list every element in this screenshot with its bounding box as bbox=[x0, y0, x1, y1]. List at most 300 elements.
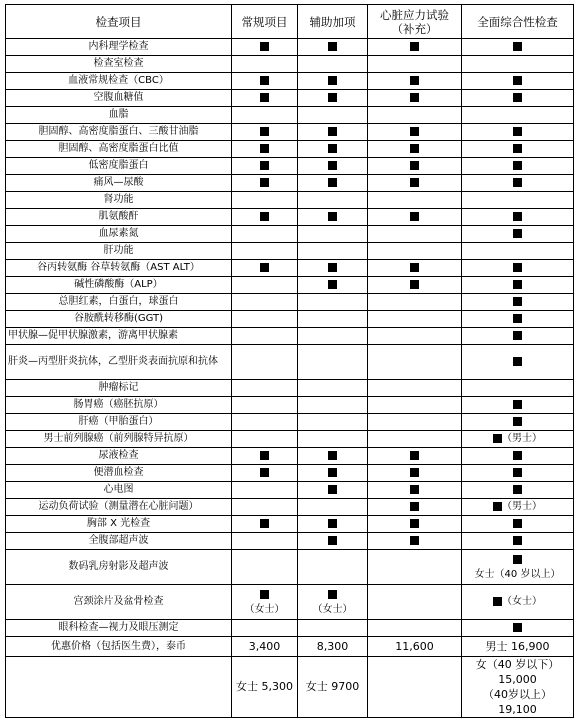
item-name: 内科理学检查 bbox=[6, 39, 232, 56]
mark-cell-stress bbox=[368, 414, 462, 431]
mark-cell-regular bbox=[232, 516, 298, 533]
mark-note: （男士） bbox=[502, 433, 542, 444]
table-row bbox=[6, 311, 574, 328]
item-name: 肝炎—丙型肝炎抗体，乙型肝炎表面抗原和抗体 bbox=[6, 345, 232, 380]
check-mark-icon bbox=[513, 417, 522, 426]
mark-cell-extra bbox=[298, 175, 368, 192]
check-mark-icon bbox=[410, 212, 419, 221]
price-full-women-line3: （40岁以上）19,100 bbox=[483, 688, 552, 716]
check-mark-icon bbox=[513, 144, 522, 153]
mark-cell-full bbox=[462, 585, 574, 620]
mark-cell-extra bbox=[298, 397, 368, 414]
mark-cell-extra bbox=[298, 431, 368, 448]
mark-note: （女士） bbox=[312, 604, 353, 615]
mark-line bbox=[464, 356, 571, 368]
mark-line bbox=[234, 41, 295, 53]
item-name: 甲状腺—促甲状腺激素，游离甲状腺素 bbox=[6, 328, 232, 345]
mark-line bbox=[234, 177, 295, 189]
mark-cell-regular bbox=[232, 482, 298, 499]
table-row bbox=[6, 243, 574, 260]
table-row bbox=[6, 209, 574, 226]
check-mark-icon bbox=[328, 93, 337, 102]
check-mark-icon bbox=[513, 161, 522, 170]
mark-cell-full bbox=[462, 192, 574, 209]
mark-line bbox=[464, 143, 571, 155]
mark-cell-extra bbox=[298, 56, 368, 73]
mark-line bbox=[464, 433, 571, 445]
item-name: 肾功能 bbox=[6, 192, 232, 209]
check-mark-icon bbox=[513, 519, 522, 528]
table-row bbox=[6, 328, 574, 345]
header-full: 全面综合性检查 bbox=[462, 5, 574, 39]
item-name: 碱性磷酸酶（ALP） bbox=[6, 277, 232, 294]
mark-cell-extra bbox=[298, 260, 368, 277]
mark-line bbox=[464, 416, 571, 428]
check-mark-icon bbox=[410, 127, 419, 136]
mark-line bbox=[370, 518, 459, 530]
check-mark-icon bbox=[493, 434, 502, 443]
item-name: 肿瘤标记 bbox=[6, 380, 232, 397]
check-mark-icon bbox=[513, 555, 522, 564]
price-full-women-line1: 女（40 岁以下） bbox=[475, 658, 560, 671]
mark-line bbox=[464, 484, 571, 496]
item-name: 检查室检查 bbox=[6, 56, 232, 73]
check-mark-icon bbox=[410, 93, 419, 102]
mark-cell-extra bbox=[298, 158, 368, 175]
check-mark-icon bbox=[260, 590, 269, 599]
mark-cell-extra bbox=[298, 107, 368, 124]
header-extra: 辅助加项 bbox=[298, 5, 368, 39]
mark-cell-stress bbox=[368, 533, 462, 550]
mark-line bbox=[234, 518, 295, 530]
table-row bbox=[6, 90, 574, 107]
mark-cell-regular bbox=[232, 448, 298, 465]
table-row bbox=[6, 107, 574, 124]
item-name: 血液常规检查（CBC） bbox=[6, 73, 232, 90]
mark-line bbox=[300, 92, 365, 104]
check-mark-icon bbox=[260, 519, 269, 528]
check-mark-icon bbox=[260, 93, 269, 102]
mark-line bbox=[370, 535, 459, 547]
check-mark-icon bbox=[513, 536, 522, 545]
header-item: 检查项目 bbox=[6, 5, 232, 39]
mark-cell-stress bbox=[368, 158, 462, 175]
check-mark-icon bbox=[513, 212, 522, 221]
mark-cell-full bbox=[462, 209, 574, 226]
table-row bbox=[6, 465, 574, 482]
check-mark-icon bbox=[513, 468, 522, 477]
item-name: 全腹部超声波 bbox=[6, 533, 232, 550]
mark-cell-stress bbox=[368, 141, 462, 158]
mark-cell-stress bbox=[368, 73, 462, 90]
price-regular-women: 女士 5,300 bbox=[232, 657, 298, 718]
mark-cell-stress bbox=[368, 192, 462, 209]
mark-cell-regular bbox=[232, 209, 298, 226]
mark-line bbox=[300, 535, 365, 547]
check-mark-icon bbox=[513, 280, 522, 289]
mark-line bbox=[464, 279, 571, 291]
mark-cell-regular bbox=[232, 328, 298, 345]
mark-line bbox=[464, 313, 571, 325]
mark-cell-regular bbox=[232, 39, 298, 56]
mark-cell-stress bbox=[368, 448, 462, 465]
table-row bbox=[6, 431, 574, 448]
mark-line bbox=[234, 262, 295, 274]
mark-cell-stress bbox=[368, 431, 462, 448]
mark-line bbox=[300, 279, 365, 291]
price-extra-women: 女士 9700 bbox=[298, 657, 368, 718]
item-name: 肌氨酸酐 bbox=[6, 209, 232, 226]
mark-line bbox=[464, 160, 571, 172]
mark-line bbox=[234, 160, 295, 172]
mark-cell-extra bbox=[298, 516, 368, 533]
table-row bbox=[6, 345, 574, 380]
mark-line bbox=[300, 602, 365, 617]
mark-cell-full bbox=[462, 260, 574, 277]
mark-line bbox=[300, 484, 365, 496]
mark-cell-full bbox=[462, 465, 574, 482]
item-name: 眼科检查—视力及眼压测定 bbox=[6, 620, 232, 637]
check-mark-icon bbox=[513, 76, 522, 85]
check-mark-icon bbox=[260, 212, 269, 221]
mark-cell-full bbox=[462, 380, 574, 397]
mark-cell-regular bbox=[232, 414, 298, 431]
mark-cell-extra bbox=[298, 311, 368, 328]
mark-cell-full bbox=[462, 107, 574, 124]
item-name: 痛风—尿酸 bbox=[6, 175, 232, 192]
table-row bbox=[6, 124, 574, 141]
table-row bbox=[6, 56, 574, 73]
mark-cell-stress bbox=[368, 397, 462, 414]
check-mark-icon bbox=[513, 127, 522, 136]
mark-cell-full bbox=[462, 397, 574, 414]
mark-cell-regular bbox=[232, 533, 298, 550]
mark-cell-extra bbox=[298, 90, 368, 107]
mark-line bbox=[464, 211, 571, 223]
check-mark-icon bbox=[328, 536, 337, 545]
item-name: 肝功能 bbox=[6, 243, 232, 260]
mark-cell-regular bbox=[232, 192, 298, 209]
check-mark-icon bbox=[513, 623, 522, 632]
mark-cell-stress bbox=[368, 90, 462, 107]
mark-cell-regular bbox=[232, 158, 298, 175]
mark-line bbox=[464, 41, 571, 53]
item-name: 胸部 X 光检查 bbox=[6, 516, 232, 533]
mark-line bbox=[464, 535, 571, 547]
mark-cell-stress bbox=[368, 243, 462, 260]
check-mark-icon bbox=[410, 263, 419, 272]
mark-cell-full bbox=[462, 431, 574, 448]
checkup-table bbox=[5, 4, 574, 718]
mark-cell-full bbox=[462, 550, 574, 585]
mark-cell-full bbox=[462, 124, 574, 141]
check-mark-icon bbox=[260, 144, 269, 153]
mark-note: （男士） bbox=[502, 501, 542, 512]
mark-cell-stress bbox=[368, 260, 462, 277]
check-mark-icon bbox=[410, 280, 419, 289]
check-mark-icon bbox=[328, 451, 337, 460]
table-row bbox=[6, 397, 574, 414]
price-women-empty bbox=[6, 657, 232, 718]
mark-line bbox=[464, 92, 571, 104]
mark-cell-full bbox=[462, 499, 574, 516]
check-mark-icon bbox=[410, 42, 419, 51]
table-row bbox=[6, 192, 574, 209]
mark-cell-regular bbox=[232, 90, 298, 107]
mark-cell-regular bbox=[232, 260, 298, 277]
mark-cell-full bbox=[462, 277, 574, 294]
mark-cell-stress bbox=[368, 585, 462, 620]
item-name: 空腹血糖值 bbox=[6, 90, 232, 107]
table-row bbox=[6, 294, 574, 311]
mark-line bbox=[464, 552, 571, 567]
mark-note: （女士） bbox=[502, 596, 542, 607]
mark-line bbox=[300, 211, 365, 223]
check-mark-icon bbox=[513, 400, 522, 409]
mark-line bbox=[234, 450, 295, 462]
mark-cell-full bbox=[462, 141, 574, 158]
check-mark-icon bbox=[513, 178, 522, 187]
item-name: 肝癌（甲胎蛋白） bbox=[6, 414, 232, 431]
price-regular: 3,400 bbox=[232, 637, 298, 657]
mark-line bbox=[300, 467, 365, 479]
mark-cell-regular bbox=[232, 56, 298, 73]
mark-cell-extra bbox=[298, 243, 368, 260]
mark-cell-extra bbox=[298, 550, 368, 585]
mark-line bbox=[464, 567, 571, 582]
check-mark-icon bbox=[513, 93, 522, 102]
check-mark-icon bbox=[513, 229, 522, 238]
check-mark-icon bbox=[328, 178, 337, 187]
mark-cell-regular bbox=[232, 124, 298, 141]
mark-note: 女士（40 岁以上） bbox=[474, 569, 561, 580]
mark-cell-regular bbox=[232, 294, 298, 311]
item-name: 肠胃癌（癌胚抗原） bbox=[6, 397, 232, 414]
mark-cell-full bbox=[462, 73, 574, 90]
check-mark-icon bbox=[410, 485, 419, 494]
item-name: 胆固醇、高密度脂蛋白比值 bbox=[6, 141, 232, 158]
item-name: 血脂 bbox=[6, 107, 232, 124]
item-name: 血尿素氮 bbox=[6, 226, 232, 243]
table-row bbox=[6, 448, 574, 465]
check-mark-icon bbox=[410, 76, 419, 85]
mark-cell-regular bbox=[232, 243, 298, 260]
mark-line bbox=[370, 501, 459, 513]
mark-cell-extra bbox=[298, 414, 368, 431]
mark-line bbox=[234, 587, 295, 602]
check-mark-icon bbox=[513, 297, 522, 306]
check-mark-icon bbox=[260, 127, 269, 136]
mark-cell-extra bbox=[298, 192, 368, 209]
mark-line bbox=[464, 296, 571, 308]
mark-cell-full bbox=[462, 311, 574, 328]
header-row bbox=[6, 5, 574, 39]
mark-cell-extra bbox=[298, 499, 368, 516]
mark-cell-extra bbox=[298, 585, 368, 620]
mark-cell-stress bbox=[368, 465, 462, 482]
mark-line bbox=[370, 126, 459, 138]
table-row bbox=[6, 414, 574, 431]
mark-line bbox=[370, 75, 459, 87]
mark-cell-regular bbox=[232, 175, 298, 192]
mark-cell-extra bbox=[298, 73, 368, 90]
mark-cell-full bbox=[462, 328, 574, 345]
check-mark-icon bbox=[260, 76, 269, 85]
mark-cell-full bbox=[462, 243, 574, 260]
price-row-women bbox=[6, 657, 574, 718]
mark-cell-stress bbox=[368, 226, 462, 243]
mark-cell-extra bbox=[298, 39, 368, 56]
check-mark-icon bbox=[328, 127, 337, 136]
mark-cell-regular bbox=[232, 550, 298, 585]
mark-cell-regular bbox=[232, 397, 298, 414]
mark-cell-regular bbox=[232, 73, 298, 90]
check-mark-icon bbox=[513, 331, 522, 340]
mark-cell-stress bbox=[368, 380, 462, 397]
mark-cell-regular bbox=[232, 311, 298, 328]
check-mark-icon bbox=[513, 485, 522, 494]
check-mark-icon bbox=[410, 451, 419, 460]
mark-cell-full bbox=[462, 345, 574, 380]
mark-line bbox=[464, 177, 571, 189]
header-stress: 心脏应力试验 （补充） bbox=[368, 5, 462, 39]
price-full-men: 男士 16,900 bbox=[462, 637, 574, 657]
mark-line bbox=[370, 41, 459, 53]
mark-cell-full bbox=[462, 90, 574, 107]
mark-line bbox=[464, 126, 571, 138]
mark-line bbox=[464, 75, 571, 87]
check-mark-icon bbox=[493, 502, 502, 511]
check-mark-icon bbox=[260, 468, 269, 477]
table-row bbox=[6, 550, 574, 585]
mark-cell-regular bbox=[232, 226, 298, 243]
mark-cell-regular bbox=[232, 345, 298, 380]
mark-line bbox=[370, 279, 459, 291]
mark-line bbox=[234, 467, 295, 479]
mark-cell-extra bbox=[298, 226, 368, 243]
mark-cell-stress bbox=[368, 550, 462, 585]
mark-cell-full bbox=[462, 620, 574, 637]
check-mark-icon bbox=[328, 42, 337, 51]
table-row bbox=[6, 620, 574, 637]
table-row bbox=[6, 533, 574, 550]
mark-cell-full bbox=[462, 226, 574, 243]
mark-cell-extra bbox=[298, 328, 368, 345]
mark-line bbox=[464, 228, 571, 240]
mark-cell-extra bbox=[298, 141, 368, 158]
mark-cell-full bbox=[462, 175, 574, 192]
mark-cell-stress bbox=[368, 39, 462, 56]
check-mark-icon bbox=[328, 468, 337, 477]
check-mark-icon bbox=[260, 451, 269, 460]
mark-cell-stress bbox=[368, 499, 462, 516]
item-name: 谷胺酰转移酶(GGT) bbox=[6, 311, 232, 328]
mark-cell-extra bbox=[298, 209, 368, 226]
item-name: 尿液检查 bbox=[6, 448, 232, 465]
mark-line bbox=[464, 330, 571, 342]
item-name: 数码乳房射影及超声波 bbox=[6, 550, 232, 585]
mark-line bbox=[464, 467, 571, 479]
mark-cell-stress bbox=[368, 107, 462, 124]
check-mark-icon bbox=[410, 468, 419, 477]
mark-line bbox=[464, 622, 571, 634]
check-mark-icon bbox=[260, 178, 269, 187]
mark-cell-extra bbox=[298, 277, 368, 294]
table-row bbox=[6, 141, 574, 158]
mark-cell-stress bbox=[368, 516, 462, 533]
mark-cell-stress bbox=[368, 328, 462, 345]
mark-line bbox=[370, 143, 459, 155]
mark-line bbox=[464, 518, 571, 530]
mark-cell-full bbox=[462, 39, 574, 56]
mark-note: （女士） bbox=[244, 604, 285, 615]
mark-line bbox=[370, 262, 459, 274]
table-row bbox=[6, 175, 574, 192]
mark-line bbox=[370, 450, 459, 462]
mark-cell-regular bbox=[232, 499, 298, 516]
check-mark-icon bbox=[410, 519, 419, 528]
check-mark-icon bbox=[260, 42, 269, 51]
check-mark-icon bbox=[513, 263, 522, 272]
table-row bbox=[6, 158, 574, 175]
mark-cell-full bbox=[462, 482, 574, 499]
mark-cell-regular bbox=[232, 107, 298, 124]
price-stress-women bbox=[368, 657, 462, 718]
price-row bbox=[6, 637, 574, 657]
check-mark-icon bbox=[410, 178, 419, 187]
mark-cell-full bbox=[462, 158, 574, 175]
mark-line bbox=[370, 160, 459, 172]
mark-line bbox=[234, 602, 295, 617]
mark-line bbox=[300, 262, 365, 274]
mark-line bbox=[370, 177, 459, 189]
table-row bbox=[6, 482, 574, 499]
table-row bbox=[6, 226, 574, 243]
item-name: 谷丙转氨酶 谷草转氨酶（AST ALT） bbox=[6, 260, 232, 277]
price-stress: 11,600 bbox=[368, 637, 462, 657]
check-mark-icon bbox=[493, 597, 502, 606]
check-mark-icon bbox=[260, 161, 269, 170]
mark-cell-stress bbox=[368, 345, 462, 380]
mark-line bbox=[300, 126, 365, 138]
mark-line bbox=[370, 211, 459, 223]
mark-cell-regular bbox=[232, 465, 298, 482]
mark-cell-full bbox=[462, 414, 574, 431]
mark-cell-regular bbox=[232, 620, 298, 637]
mark-line bbox=[300, 143, 365, 155]
price-extra: 8,300 bbox=[298, 637, 368, 657]
check-mark-icon bbox=[328, 161, 337, 170]
price-full-women-line2: 15,000 bbox=[498, 673, 537, 686]
mark-cell-full bbox=[462, 516, 574, 533]
table-row bbox=[6, 73, 574, 90]
mark-cell-stress bbox=[368, 620, 462, 637]
mark-cell-regular bbox=[232, 277, 298, 294]
mark-line bbox=[464, 399, 571, 411]
mark-cell-extra bbox=[298, 380, 368, 397]
check-mark-icon bbox=[328, 485, 337, 494]
mark-line bbox=[370, 92, 459, 104]
mark-cell-full bbox=[462, 294, 574, 311]
mark-cell-stress bbox=[368, 175, 462, 192]
check-mark-icon bbox=[513, 357, 522, 366]
table-row bbox=[6, 585, 574, 620]
check-mark-icon bbox=[410, 502, 419, 511]
header-regular: 常规项目 bbox=[232, 5, 298, 39]
mark-cell-stress bbox=[368, 124, 462, 141]
mark-cell-regular bbox=[232, 431, 298, 448]
mark-line bbox=[300, 518, 365, 530]
